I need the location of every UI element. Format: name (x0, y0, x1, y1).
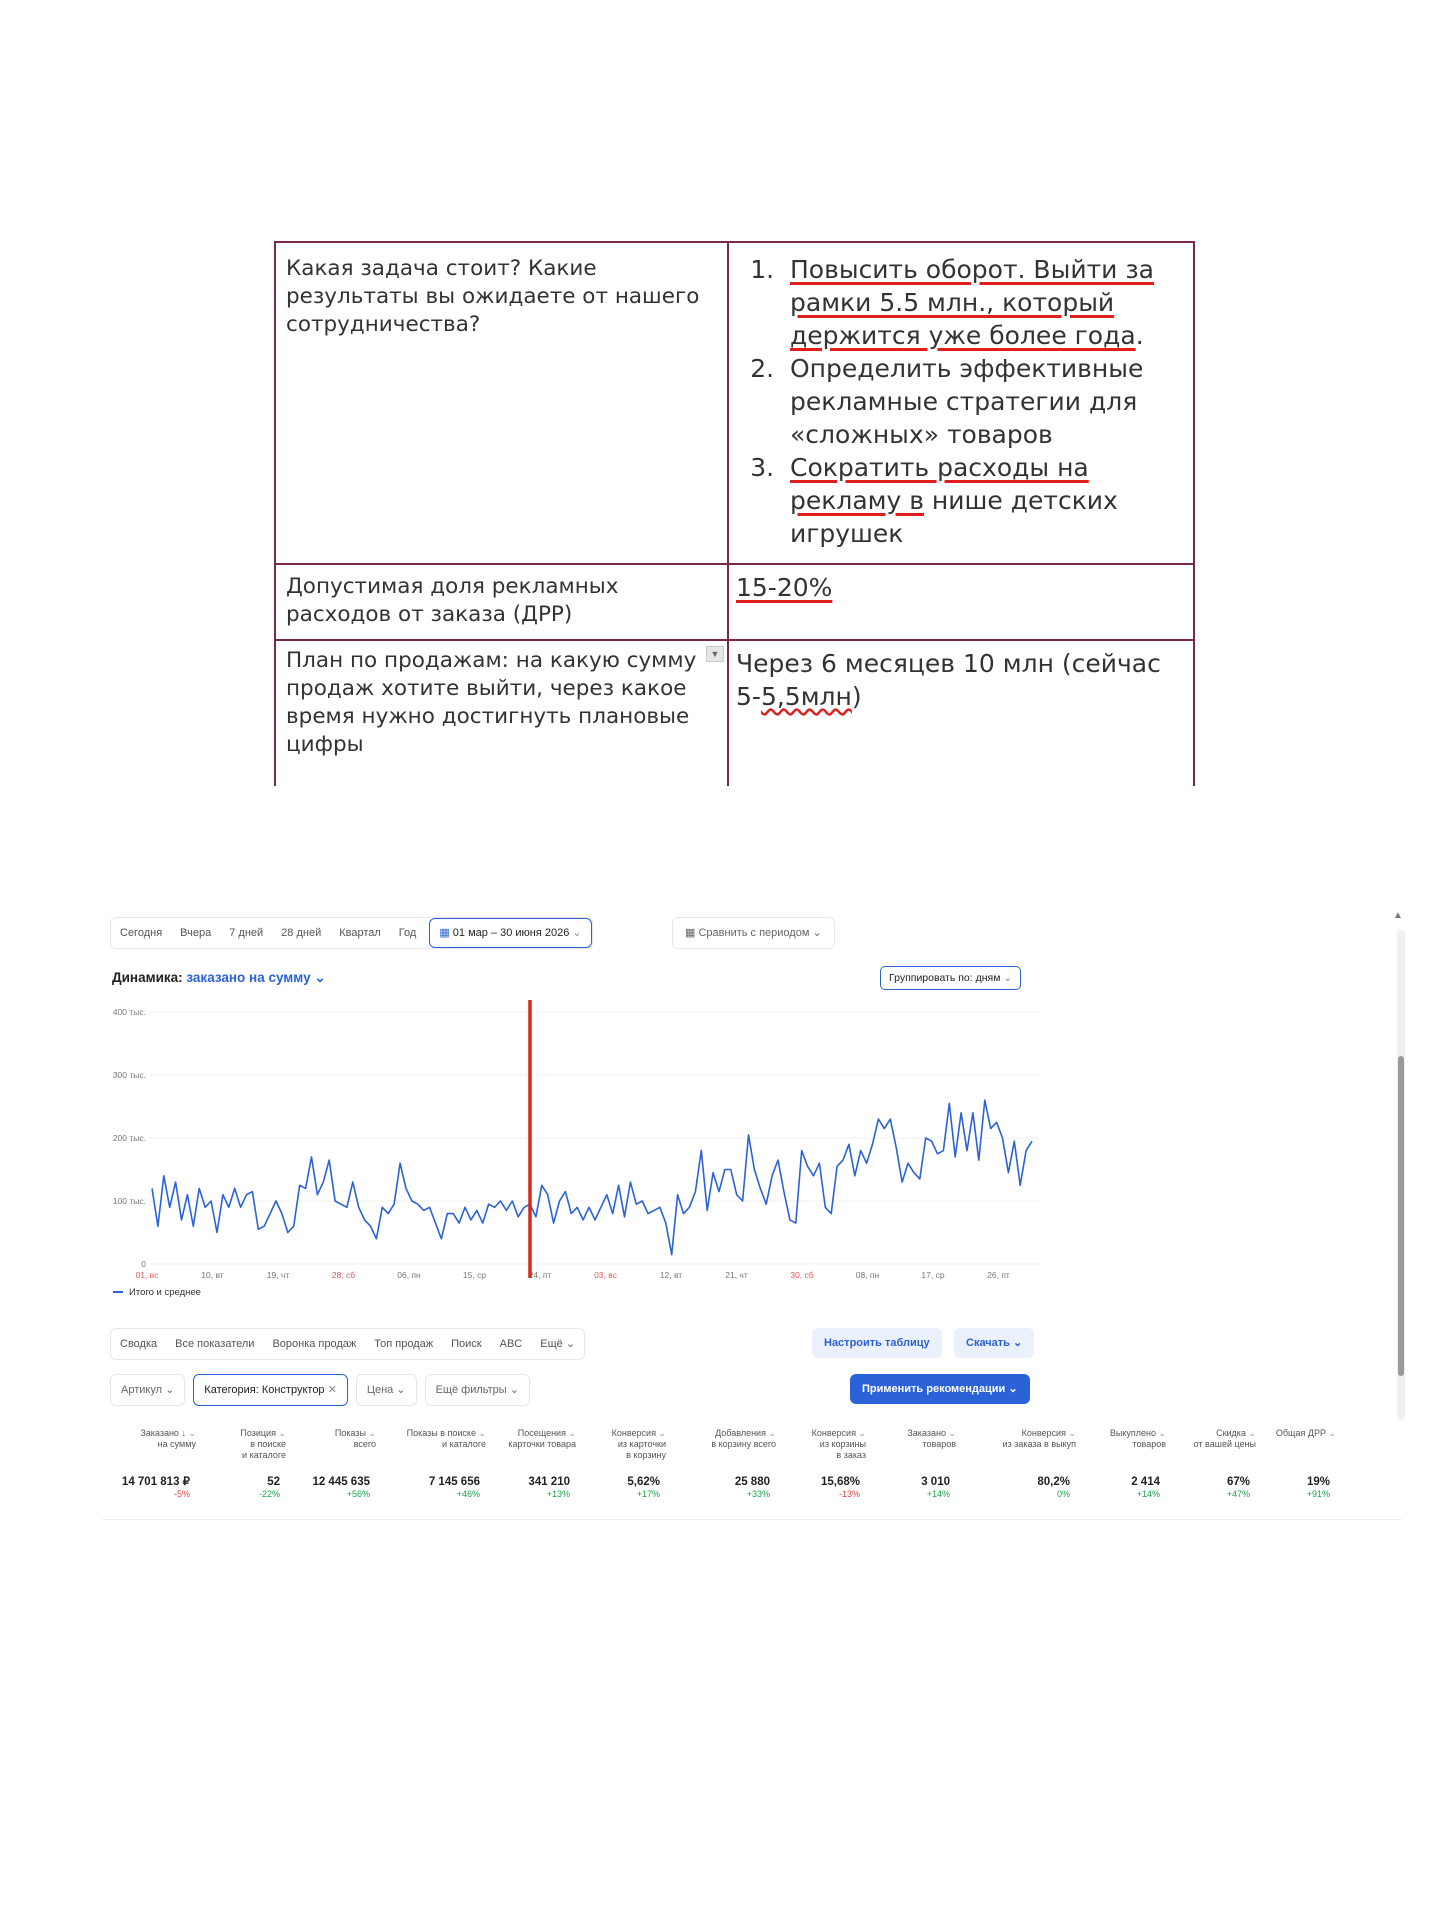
metric-header-line: Добавления (715, 1428, 766, 1438)
metric-header[interactable] (1172, 1428, 1262, 1461)
y-tick-label: 300 тыс. (112, 1070, 146, 1080)
task-question: Какая задача стоит? Какие результаты вы ожидаете от нашего сотрудничества? (286, 256, 700, 337)
filter-category[interactable] (193, 1374, 348, 1406)
metric-header-line: Позиция (240, 1428, 276, 1438)
chevron-down-icon: ⌄ (475, 1428, 486, 1438)
metrics-table (102, 1428, 1402, 1500)
metric-value: 5,62% (627, 1476, 660, 1488)
metric-header[interactable] (102, 1428, 202, 1461)
drr-answer (736, 571, 1186, 604)
metrics-value-row (102, 1475, 1402, 1500)
metric-delta: 0% (1056, 1489, 1070, 1499)
metric-cell (782, 1475, 872, 1500)
metric-delta: -22% (258, 1489, 280, 1499)
metric-header-line: в заказ (836, 1450, 866, 1460)
metric-header[interactable] (1082, 1428, 1172, 1461)
metric-delta: +47% (1226, 1489, 1250, 1499)
report-tabs (110, 1328, 585, 1360)
metric-header[interactable] (202, 1428, 292, 1461)
period-yesterday[interactable]: Вчера (180, 927, 212, 939)
metric-delta: -13% (838, 1489, 860, 1499)
x-tick-label: 06, пн (397, 1270, 421, 1280)
task-answer-underlined: Сократить расходы на рекламу в (790, 453, 1089, 515)
scroll-up-icon[interactable]: ▲ (1393, 910, 1403, 921)
filter-article[interactable] (110, 1374, 185, 1406)
filter-label: Категория: Конструктор (204, 1384, 325, 1396)
metric-header-line: и каталоге (242, 1450, 286, 1460)
y-tick-label: 0 (141, 1259, 146, 1269)
chevron-down-icon: ⌄ (1013, 1337, 1023, 1349)
x-tick-label: 10, вт (201, 1270, 224, 1280)
metric-header-line: товаров (922, 1439, 956, 1449)
chart-legend (113, 1287, 201, 1298)
y-tick-label: 100 тыс. (112, 1196, 146, 1206)
x-tick-label: 03, вс (594, 1270, 617, 1280)
metric-delta: +14% (926, 1489, 950, 1499)
task-answer-text: нише детских игрушек (790, 486, 1118, 548)
metric-header-line: Конверсия (1021, 1428, 1066, 1438)
chevron-down-icon: ⌄ (565, 1428, 576, 1438)
analytics-dashboard (110, 910, 1410, 1540)
metric-header-line: Показы в поиске (406, 1428, 476, 1438)
metric-delta: +46% (456, 1489, 480, 1499)
table-border (274, 241, 1195, 243)
metric-header-line: из заказа в выкуп (1002, 1439, 1076, 1449)
sales-plan-question: План по продажам: на какую сумму продаж хотите выйти, через какое время нужно достигнуть плановые цифры (286, 648, 697, 757)
metric-cell (872, 1475, 962, 1500)
task-answer-text: . (1135, 321, 1144, 350)
task-answer-list (738, 253, 1188, 550)
metric-selector[interactable] (186, 970, 325, 985)
sales-plan-spellcheck: 5,5млн (760, 682, 852, 711)
tab-sales-funnel[interactable]: Воронка продаж (272, 1338, 357, 1350)
metric-header-line: товаров (1132, 1439, 1166, 1449)
metric-header[interactable] (292, 1428, 382, 1461)
date-range-picker[interactable] (429, 918, 591, 948)
scrollbar-thumb[interactable] (1398, 1056, 1404, 1376)
tab-summary[interactable]: Сводка (120, 1338, 158, 1350)
metric-header-line: Скидка (1216, 1428, 1246, 1438)
date-range-value: 01 мар – 30 июня 2026 (452, 927, 570, 939)
metric-header-line: от вашей цены (1193, 1439, 1256, 1449)
metric-cell (582, 1475, 672, 1500)
metric-value: 7 145 656 (428, 1476, 480, 1488)
period-28-days[interactable]: 28 дней (281, 927, 322, 939)
legend-swatch (113, 1291, 123, 1293)
chevron-down-icon: ⌄ (655, 1428, 666, 1438)
tab-top-sales[interactable]: Топ продаж (374, 1338, 434, 1350)
metric-delta: +13% (546, 1489, 570, 1499)
x-tick-label: 28, сб (331, 1270, 356, 1280)
metric-header[interactable] (382, 1428, 492, 1461)
task-answer (738, 253, 1188, 550)
metric-header[interactable] (582, 1428, 672, 1461)
metric-header-line: и каталоге (442, 1439, 486, 1449)
metric-cell (1172, 1475, 1262, 1500)
metric-header-line: в корзину всего (711, 1439, 776, 1449)
group-by-select[interactable] (880, 966, 1021, 990)
dynamics-title (112, 970, 326, 986)
chevron-down-icon: ⌄ (572, 927, 582, 939)
chevron-down-icon: ⌄ (396, 1384, 406, 1396)
y-tick-label: 200 тыс. (112, 1133, 146, 1143)
metric-header[interactable] (782, 1428, 872, 1461)
period-quarter[interactable]: Квартал (339, 927, 381, 939)
table-border (274, 639, 1195, 641)
metric-cell (672, 1475, 782, 1500)
metric-header-line: из корзины (819, 1439, 866, 1449)
group-by-value: Группировать по: дням (889, 972, 1001, 984)
metric-cell (102, 1475, 202, 1500)
period-year[interactable]: Год (398, 927, 417, 939)
period-7-days[interactable]: 7 дней (229, 927, 264, 939)
filter-label: Цена (366, 1384, 394, 1396)
metric-delta: +33% (746, 1489, 770, 1499)
chevron-down-icon: ⌄ (165, 1384, 175, 1396)
x-tick-label: 26, пт (987, 1270, 1010, 1280)
chevron-down-icon: ⌄ (565, 1338, 576, 1350)
metric-header-line: Общая ДРР (1275, 1428, 1326, 1438)
filter-price[interactable] (356, 1374, 417, 1406)
tab-search[interactable]: Поиск (451, 1338, 482, 1350)
download-label: Скачать (966, 1337, 1010, 1349)
apply-recommendations-button[interactable] (850, 1374, 1030, 1404)
series-line (152, 1100, 1032, 1254)
sort-desc-icon[interactable]: ↓ (178, 1428, 186, 1438)
x-tick-label: 15, ср (462, 1270, 487, 1280)
metric-value: 80,2% (1037, 1476, 1070, 1488)
metric-value: 25 880 (734, 1476, 770, 1488)
task-answer-item (782, 352, 1188, 451)
metric-header-line: в корзину (626, 1450, 666, 1460)
metric-value: 15,68% (820, 1476, 860, 1488)
chevron-down-icon: ⌄ (275, 1428, 286, 1438)
filter-bar (110, 1374, 530, 1406)
chevron-down-icon: ⌄ (1008, 1383, 1018, 1395)
calendar-icon: ▦ (439, 927, 450, 939)
metric-header-line: на сумму (157, 1439, 196, 1449)
chevron-down-icon: ⌄ (509, 1384, 519, 1396)
period-today[interactable]: Сегодня (120, 927, 163, 939)
x-tick-label: 08, пн (855, 1270, 880, 1280)
chevron-down-icon: ⌄ (855, 1428, 866, 1438)
table-divider (102, 1519, 1402, 1520)
metric-value: 3 010 (921, 1476, 950, 1488)
calendar-icon: ▦ (685, 927, 696, 939)
chevron-down-icon: ⌄ (1065, 1428, 1076, 1438)
chevron-down-icon: ⌄ (812, 927, 822, 939)
legend-label: Итого и среднее (129, 1287, 201, 1298)
tab-more[interactable] (531, 1329, 584, 1359)
metric-header-line: Заказано (907, 1428, 946, 1438)
metric-cell (1262, 1475, 1342, 1500)
metric-header-line: Показы (334, 1428, 366, 1438)
chevron-down-icon: ⌄ (1245, 1428, 1256, 1438)
metric-value: 2 414 (1131, 1476, 1160, 1488)
chevron-down-icon: ⌄ (1325, 1428, 1336, 1438)
x-tick-label: 17, ср (921, 1270, 945, 1280)
metric-cell (492, 1475, 582, 1500)
tab-abc[interactable]: ABC (499, 1338, 523, 1350)
x-tick-label: 01, вс (135, 1270, 159, 1280)
chevron-down-icon: ⌄ (1155, 1428, 1166, 1438)
y-tick-label: 400 тыс. (112, 1007, 146, 1017)
metric-cell (292, 1475, 382, 1500)
sales-plan-answer (736, 647, 1191, 713)
metric-value: 341 210 (528, 1476, 570, 1488)
metric-selector-value: заказано на сумму (186, 970, 311, 985)
metric-value: 19% (1306, 1476, 1330, 1488)
drr-value: 15-20% (736, 573, 833, 602)
chevron-down-icon: ⌄ (945, 1428, 956, 1438)
metric-header[interactable] (962, 1428, 1082, 1461)
dynamics-line-chart (110, 1000, 1050, 1290)
metric-delta: -5% (173, 1489, 190, 1499)
chevron-down-icon: ⌄ (185, 1428, 196, 1438)
x-tick-label: 21, чт (725, 1270, 748, 1280)
task-answer-text: Определить эффективные рекламные стратегии для «сложных» товаров (790, 354, 1144, 449)
tab-more-label: Ещё (540, 1338, 563, 1350)
metric-header-line: Заказано (140, 1428, 179, 1438)
metric-header-line: в поиске (250, 1439, 286, 1449)
compare-period-button[interactable] (672, 917, 835, 949)
task-answer-item (782, 451, 1188, 550)
dropdown-marker-icon[interactable]: ▼ (706, 646, 724, 662)
metric-header-line: карточки товара (508, 1439, 576, 1449)
download-button[interactable] (954, 1328, 1034, 1358)
x-tick-label: 30, сб (790, 1270, 814, 1280)
metric-cell (1082, 1475, 1172, 1500)
filter-label: Ещё фильтры (435, 1384, 507, 1396)
metric-delta: +14% (1136, 1489, 1160, 1499)
x-tick-label: 19, чт (266, 1270, 290, 1280)
chevron-down-icon: ⌄ (310, 970, 326, 985)
chevron-down-icon: ⌄ (365, 1428, 376, 1438)
metric-header-line: Выкуплено (1109, 1428, 1156, 1438)
sales-plan-text: Через 6 месяцев 10 млн (сейчас 5- (736, 649, 1161, 711)
task-answer-item (782, 253, 1188, 352)
metric-delta: +56% (346, 1489, 370, 1499)
table-border (274, 563, 1195, 565)
metric-value: 67% (1226, 1476, 1250, 1488)
metric-header[interactable] (1262, 1428, 1342, 1461)
period-selector (110, 917, 593, 949)
x-tick-label: 24, пт (528, 1270, 552, 1280)
metric-cell (962, 1475, 1082, 1500)
metrics-header-row (102, 1428, 1402, 1461)
dynamics-label: Динамика: (112, 970, 183, 985)
metric-header[interactable] (872, 1428, 962, 1461)
table-border (727, 241, 729, 786)
metric-delta: +91% (1306, 1489, 1330, 1499)
apply-recommendations-label: Применить рекомендации (862, 1383, 1006, 1395)
close-icon[interactable]: ✕ (327, 1384, 337, 1396)
metric-header-line: Конверсия (811, 1428, 856, 1438)
metric-header[interactable] (492, 1428, 582, 1461)
chevron-down-icon: ⌄ (765, 1428, 776, 1438)
drr-question: Допустимая доля рекламных расходов от заказа (ДРР) (286, 574, 619, 627)
filter-label: Артикул (121, 1384, 163, 1396)
metric-header-line: из карточки (617, 1439, 666, 1449)
table-border (1193, 241, 1195, 786)
compare-period-label: Сравнить с периодом (698, 927, 810, 939)
metric-value: 14 701 813 ₽ (121, 1476, 190, 1488)
metric-cell (202, 1475, 292, 1500)
requirements-table (274, 241, 1195, 786)
metric-header[interactable] (672, 1428, 782, 1461)
metric-header-line: Посещения (517, 1428, 566, 1438)
x-tick-label: 12, вт (659, 1270, 683, 1280)
metric-value: 52 (267, 1476, 280, 1488)
chevron-down-icon: ⌄ (1003, 972, 1013, 984)
sales-plan-text: ) (851, 682, 862, 711)
table-border (274, 241, 276, 786)
metric-header-line: всего (353, 1439, 376, 1449)
metric-delta: +17% (636, 1489, 660, 1499)
tab-all-metrics[interactable]: Все показатели (175, 1338, 255, 1350)
metric-header-line: Конверсия (611, 1428, 656, 1438)
filter-more[interactable] (425, 1374, 530, 1406)
configure-table-button[interactable]: Настроить таблицу (812, 1328, 942, 1358)
metric-value: 12 445 635 (312, 1476, 370, 1488)
task-answer-underlined: Повысить оборот. Выйти за рамки 5.5 млн., который держится уже более года (790, 255, 1154, 350)
metric-cell (382, 1475, 492, 1500)
